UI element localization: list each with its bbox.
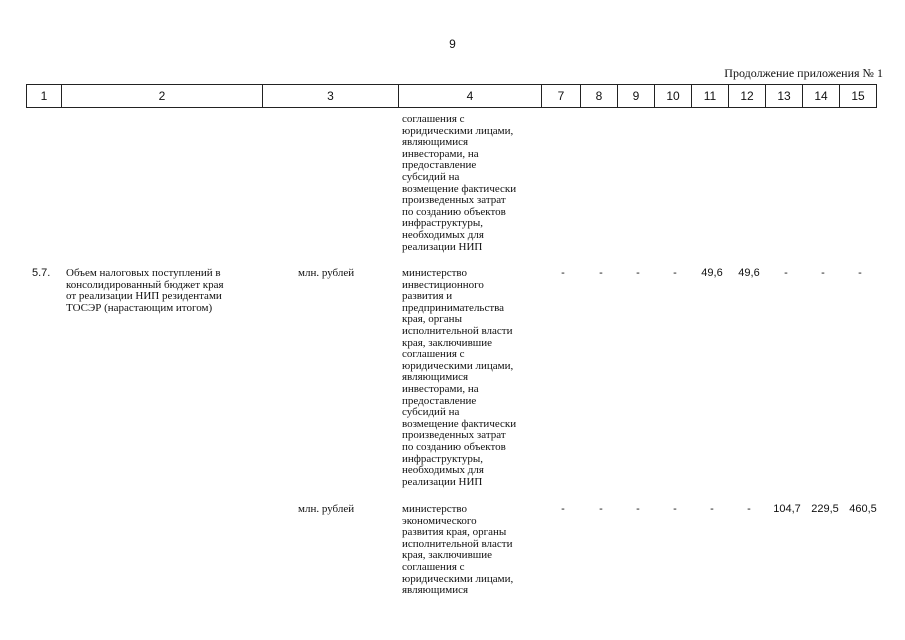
value-col-9: - — [636, 503, 640, 515]
value-col-15: - — [858, 267, 862, 279]
value-col-12: 49,6 — [738, 267, 760, 279]
column-header-row — [27, 85, 877, 108]
column-header: 2 — [62, 85, 263, 108]
value-col-14: - — [821, 267, 825, 279]
value-col-13: - — [784, 267, 788, 279]
value-col-9: - — [636, 267, 640, 279]
value-col-15: 460,5 — [849, 503, 877, 515]
value-col-14: 229,5 — [811, 503, 839, 515]
column-header-table — [26, 84, 877, 108]
page-number: 9 — [449, 37, 456, 51]
value-col-10: - — [673, 267, 677, 279]
column-header: 10 — [655, 85, 692, 108]
row-number: 5.7. — [32, 267, 51, 279]
column-header: 4 — [399, 85, 542, 108]
column-header: 15 — [840, 85, 877, 108]
value-col-8: - — [599, 267, 603, 279]
value-col-13: 104,7 — [773, 503, 801, 515]
column-header: 9 — [618, 85, 655, 108]
continuation-label: Продолжение приложения № 1 — [724, 66, 883, 80]
org-cell: министерство инвестиционного развития и предпринимательства края, органы исполнительной власти края, заключившие соглашения с юридическими лицами, являющимися инвесторами, на предоставление субсидий на возмещение фактически произведенных затрат по созданию объектов инфраструктуры, необходимых для реализации НИП — [402, 267, 517, 488]
column-header: 12 — [729, 85, 766, 108]
org-cell: министерство экономического развития края, органы исполнительной власти края, заключившие соглашения с юридическими лицами, являющимися — [402, 503, 514, 597]
column-header: 1 — [27, 85, 62, 108]
org-cell: соглашения с юридическими лицами, являющимися инвесторами, на предоставление субсидий на возмещение фактически произведенных затрат по созданию объектов инфраструктуры, необходимых для реализации НИП — [402, 113, 517, 253]
value-col-11: - — [710, 503, 714, 515]
value-col-7: - — [561, 267, 565, 279]
unit-cell: млн. рублей — [298, 503, 355, 515]
column-header: 14 — [803, 85, 840, 108]
column-header: 8 — [581, 85, 618, 108]
value-col-11: 49,6 — [701, 267, 723, 279]
column-header: 3 — [263, 85, 399, 108]
unit-cell: млн. рублей — [298, 267, 355, 279]
column-header: 11 — [692, 85, 729, 108]
column-header: 7 — [542, 85, 581, 108]
value-col-12: - — [747, 503, 751, 515]
indicator-name: Объем налоговых поступлений в консолидированный бюджет края от реализации НИП резидентами ТОСЭР (нарастающим итогом) — [66, 267, 224, 314]
column-header: 13 — [766, 85, 803, 108]
value-col-10: - — [673, 503, 677, 515]
value-col-8: - — [599, 503, 603, 515]
value-col-7: - — [561, 503, 565, 515]
